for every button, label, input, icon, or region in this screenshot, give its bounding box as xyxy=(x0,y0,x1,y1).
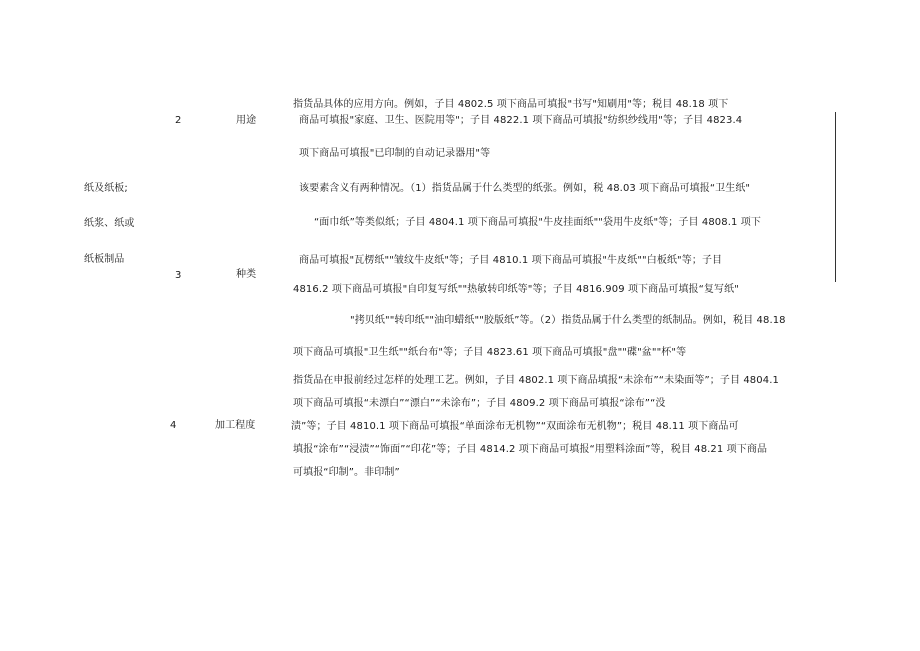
row-4-text-line: 填报“涂布”“浸渍”“饰面”“印花”等；子目 4814.2 项下商品可填报“用塑料涂面”等，税目 48.21 项下商品 xyxy=(293,444,768,455)
row-3-text-line: 项下商品可填报"卫生纸""纸台布"等；子目 4823.61 项下商品可填报"盘""碟"盆""杯"等 xyxy=(293,347,687,358)
row-label-usage: 用途 xyxy=(236,115,257,126)
table-border-line xyxy=(835,112,836,282)
row-3-text-line: 商品可填报"瓦楞纸""皱纹牛皮纸"等；子目 4810.1 项下商品可填报"牛皮纸""白板纸"等；子目 xyxy=(299,255,723,266)
category-line-2: 纸浆、纸或 xyxy=(84,218,135,229)
row-number-2: 2 xyxy=(175,115,182,126)
category-line-1: 纸及纸板; xyxy=(84,183,128,194)
row-number-4: 4 xyxy=(170,420,177,431)
row-4-text-line: 指货品在申报前经过怎样的处理工艺。例如，子目 4802.1 项下商品填报“未涂布”“未染面等”；子目 4804.1 xyxy=(293,375,779,386)
category-line-3: 纸板制品 xyxy=(84,254,125,265)
row-4-text-line: 可填报“印制”。非印制” xyxy=(293,467,400,478)
row-label-type: 种类 xyxy=(236,269,257,280)
row-2-text-line: 项下商品可填报"已印制的自动记录器用"等 xyxy=(299,148,491,159)
row-2-text-line: 指货品具体的应用方向。例如，子目 4802.5 项下商品可填报"书写"知刷用"等；税目 48.18 项下 xyxy=(293,99,729,110)
row-2-text-line: 商品可填报"家庭、卫生、医院用等"；子目 4822.1 项下商品可填报"纺织纱线用"等；子目 4823.4 xyxy=(299,115,743,126)
row-label-processing: 加工程度 xyxy=(215,420,256,431)
row-number-3: 3 xyxy=(175,270,182,281)
row-4-text-line: 渍”等；子目 4810.1 项下商品可填报“单面涂布无机物”“双面涂布无机物”；税目 48.11 项下商品可 xyxy=(291,421,739,432)
row-3-text-line: 4816.2 项下商品可填报"自印复写纸""热敏转印纸等"等；子目 4816.909 项下商品可填报“复写纸" xyxy=(293,284,739,295)
row-3-text-line: “面巾纸”等类似纸；子目 4804.1 项下商品可填报"牛皮挂面纸""袋用牛皮纸"等；子目 4808.1 项下 xyxy=(314,217,761,228)
row-4-text-line: 项下商品可填报“未漂白”“漂白”“未涂布”；子目 4809.2 项下商品可填报“涂布”“没 xyxy=(293,398,666,409)
row-3-text-line: "拷贝纸""转印纸""油印蜡纸""胶版纸”等。（2）指货品属于什么类型的纸制品。例如，税目 48.18 xyxy=(350,315,786,326)
row-3-text-line: 该要素含义有两种情况。（1）指货品属于什么类型的纸张。例如，税 48.03 项下商品可填报“卫生纸" xyxy=(299,183,751,194)
